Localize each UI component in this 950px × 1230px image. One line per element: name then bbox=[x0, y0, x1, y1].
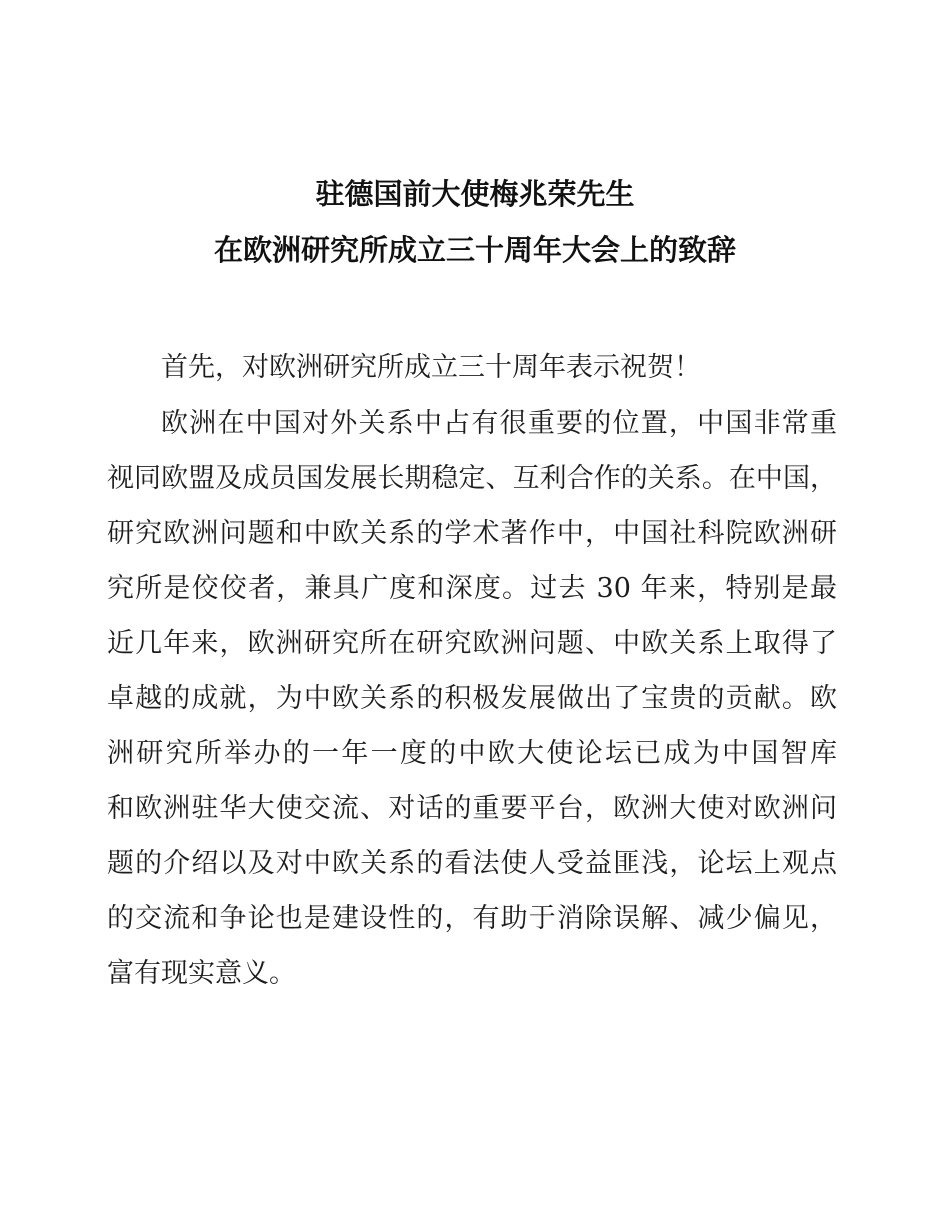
paragraph-2-line: 近几年来，欧洲研究所在研究欧洲问题、中欧关系上取得了 bbox=[107, 628, 837, 659]
paragraph-2-line: 洲研究所举办的一年一度的中欧大使论坛已成为中国智库 bbox=[107, 738, 837, 769]
paragraph-2-line: 视同欧盟及成员国发展长期稳定、互利合作的关系。在中国， bbox=[107, 463, 837, 494]
paragraph-2-line: 的交流和争论也是建设性的，有助于消除误解、减少偏见， bbox=[107, 903, 837, 934]
paragraph-2-line: 欧洲在中国对外关系中占有很重要的位置，中国非常重 bbox=[161, 408, 837, 439]
paragraph-2-line: 研究欧洲问题和中欧关系的学术著作中，中国社科院欧洲研 bbox=[107, 518, 837, 549]
paragraph-2 bbox=[107, 396, 837, 1001]
title-line-2: 在欧洲研究所成立三十周年大会上的致辞 bbox=[213, 233, 736, 267]
paragraph-2-line: 和欧洲驻华大使交流、对话的重要平台，欧洲大使对欧洲问 bbox=[107, 793, 837, 824]
paragraph-2-line: 卓越的成就，为中欧关系的积极发展做出了宝贵的贡献。欧 bbox=[107, 683, 837, 714]
paragraph-1: 首先，对欧洲研究所成立三十周年表示祝贺！ bbox=[161, 352, 701, 383]
paragraph-2-line: 题的介绍以及对中欧关系的看法使人受益匪浅，论坛上观点 bbox=[107, 848, 837, 879]
title-line-1: 驻德国前大使梅兆荣先生 bbox=[315, 177, 635, 211]
paragraph-2-line: 究所是佼佼者，兼具广度和深度。过去 30 年来，特别是最 bbox=[107, 573, 837, 604]
paragraph-2-line: 富有现实意义。 bbox=[107, 958, 296, 989]
